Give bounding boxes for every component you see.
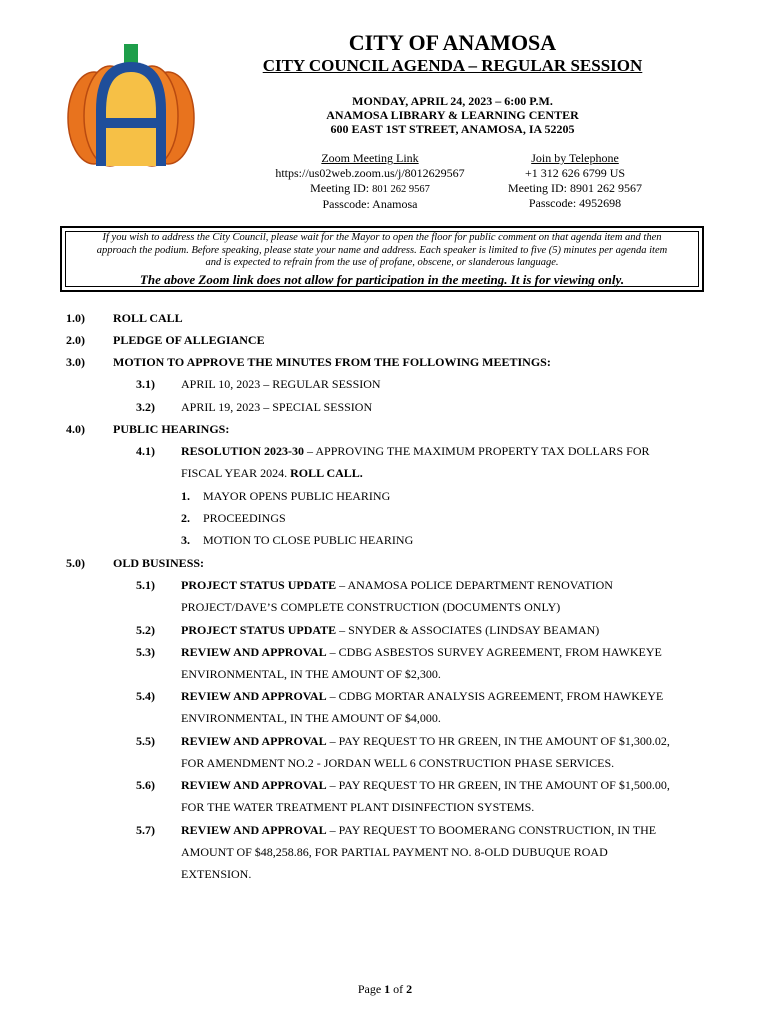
item-number: 5.1) — [136, 578, 155, 592]
page-number: Page 1 of 2 — [357, 982, 413, 996]
city-title: CITY OF ANAMOSA — [348, 30, 557, 55]
item-mortar-analysis: REVIEW AND APPROVAL – CDBG MORTAR ANALYSIS AGREEMENT, FROM HAWKEYE ENVIRONMENTAL, IN THE AMOUNT OF $4,000. — [181, 689, 664, 725]
item-asbestos-survey: REVIEW AND APPROVAL – CDBG ASBESTOS SURVEY AGREEMENT, FROM HAWKEYE ENVIRONMENTAL, IN THE AMOUNT OF $2,300. — [181, 645, 662, 681]
zoom-url[interactable]: https://us02web.zoom.us/j/8012629567 — [275, 166, 465, 180]
notice-text: If you wish to address the City Council, please wait for the Mayor to open the floor for public comment on that agenda item and then approach the podium. Before speaking, please state your name and address. Each speaker is limited to five (5) minutes per agenda item and is expected to refrain from the use of profane, obscene, or slanderous language. — [96, 232, 668, 268]
zoom-heading: Zoom Meeting Link — [321, 151, 419, 165]
item-number: 5.3) — [136, 645, 155, 659]
meeting-address: 600 EAST 1ST STREET, ANAMOSA, IA 52205 — [330, 122, 575, 136]
telephone-passcode: Passcode: 4952698 — [528, 196, 622, 210]
telephone-number: +1 312 626 6799 US — [524, 166, 626, 180]
subitem-number: 3. — [181, 533, 190, 547]
subitem-proceedings: PROCEEDINGS — [203, 511, 286, 525]
pumpkin-logo — [66, 40, 196, 170]
meeting-date: MONDAY, APRIL 24, 2023 – 6:00 P.M. — [352, 94, 553, 108]
item-number: 5.6) — [136, 778, 155, 792]
notice-viewing-only: The above Zoom link does not allow for participation in the meeting. It is for viewing only. — [139, 272, 625, 287]
item-roll-call: ROLL CALL — [113, 311, 183, 325]
item-hr-green-water-plant: REVIEW AND APPROVAL – PAY REQUEST TO HR GREEN, IN THE AMOUNT OF $1,500.00, FOR THE WATER TREATMENT PLANT DISINFECTION SYSTEMS. — [181, 778, 670, 814]
item-minutes-apr19: APRIL 19, 2023 – SPECIAL SESSION — [181, 400, 373, 414]
telephone-heading: Join by Telephone — [531, 151, 619, 165]
item-number: 5.7) — [136, 823, 155, 837]
zoom-block — [240, 151, 500, 212]
item-hr-green-well6: REVIEW AND APPROVAL – PAY REQUEST TO HR GREEN, IN THE AMOUNT OF $1,300.02, FOR AMENDMENT NO.2 - JORDAN WELL 6 CONSTRUCTION PHASE SERVICES. — [181, 734, 670, 770]
item-number: 2.0) — [66, 333, 85, 347]
meeting-venue: ANAMOSA LIBRARY & LEARNING CENTER — [326, 108, 579, 122]
telephone-meeting-id: Meeting ID: 8901 262 9567 — [508, 181, 642, 195]
item-public-hearings: PUBLIC HEARINGS: — [113, 422, 230, 436]
item-number: 3.2) — [136, 400, 155, 414]
item-number: 5.4) — [136, 689, 155, 703]
item-number: 4.1) — [136, 444, 155, 458]
item-pledge: PLEDGE OF ALLEGIANCE — [113, 333, 265, 347]
item-old-business: OLD BUSINESS: — [113, 556, 205, 570]
zoom-meeting-id: Meeting ID: 801 262 9567 — [310, 181, 430, 195]
public-comment-notice — [60, 226, 704, 292]
agenda-title: CITY COUNCIL AGENDA – REGULAR SESSION — [262, 56, 643, 75]
item-boomerang-payment: REVIEW AND APPROVAL – PAY REQUEST TO BOOMERANG CONSTRUCTION, IN THE AMOUNT OF $48,258.86, FOR PARTIAL PAYMENT NO. 8-OLD DUBUQUE ROAD EXTENSION. — [181, 823, 657, 881]
item-snyder-update: PROJECT STATUS UPDATE – SNYDER & ASSOCIATES (LINDSAY BEAMAN) — [181, 623, 600, 637]
subitem-number: 2. — [181, 511, 190, 525]
item-number: 1.0) — [66, 311, 85, 325]
item-number: 5.5) — [136, 734, 155, 748]
item-number: 3.1) — [136, 377, 155, 391]
item-minutes-apr10: APRIL 10, 2023 – REGULAR SESSION — [181, 377, 381, 391]
telephone-block — [490, 151, 660, 211]
subitem-open-hearing: MAYOR OPENS PUBLIC HEARING — [203, 489, 391, 503]
item-number: 3.0) — [66, 355, 85, 369]
item-number: 5.0) — [66, 556, 85, 570]
zoom-passcode: Passcode: Anamosa — [322, 197, 418, 211]
item-number: 4.0) — [66, 422, 85, 436]
subitem-number: 1. — [181, 489, 190, 503]
item-minutes-motion: MOTION TO APPROVE THE MINUTES FROM THE FOLLOWING MEETINGS: — [113, 355, 551, 369]
item-police-renovation: PROJECT STATUS UPDATE – ANAMOSA POLICE DEPARTMENT RENOVATION PROJECT/DAVE’S COMPLETE CONSTRUCTION (DOCUMENTS ONLY) — [181, 578, 613, 614]
item-resolution-2023-30: RESOLUTION 2023-30 – APPROVING THE MAXIMUM PROPERTY TAX DOLLARS FOR FISCAL YEAR 2024. ROLL CALL. — [181, 444, 650, 480]
subitem-close-hearing: MOTION TO CLOSE PUBLIC HEARING — [203, 533, 414, 547]
item-number: 5.2) — [136, 623, 155, 637]
